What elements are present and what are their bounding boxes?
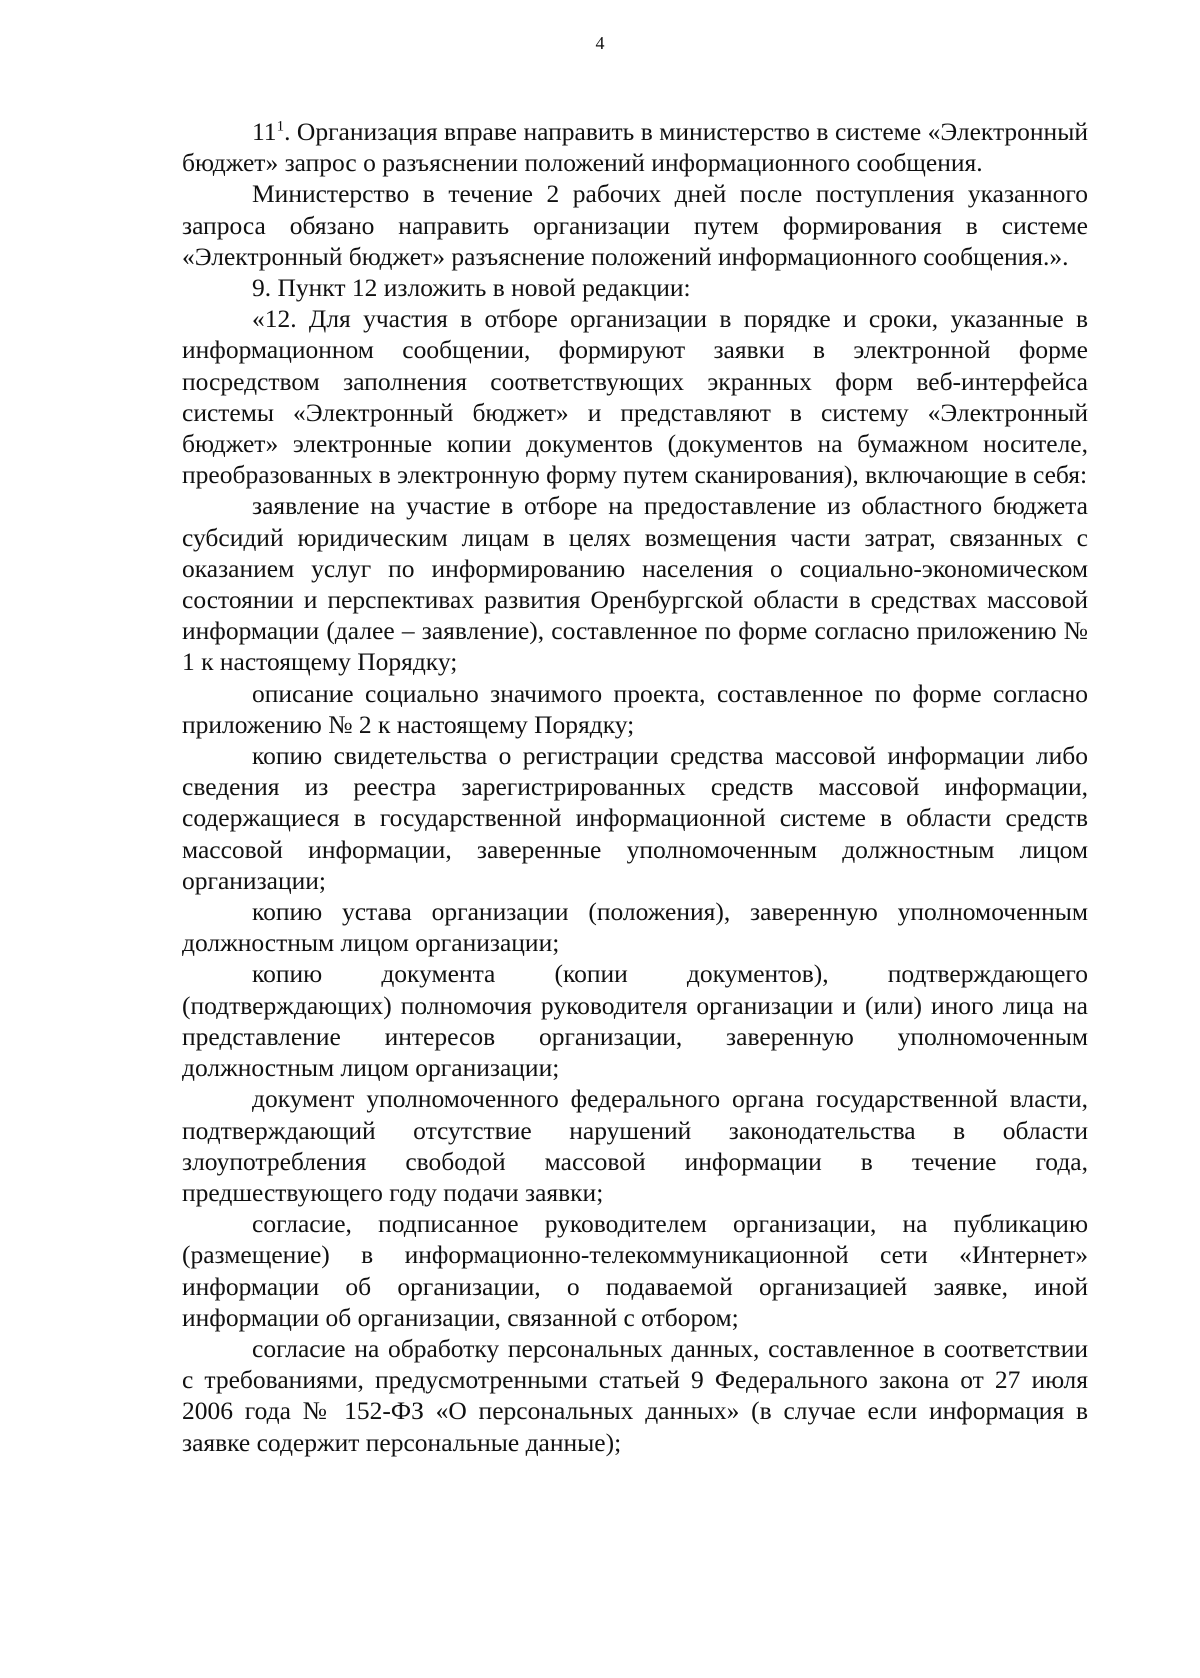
clause-number-superscript: 1 bbox=[276, 118, 285, 135]
clause-11-1-paragraph bbox=[182, 116, 1088, 178]
list-item-publication-consent: согласие, подписанное руководителем организации, на публикацию (размещение) в информационно-телекоммуникационной сети «Интернет» информации об организации, о подаваемой организацией заявке, иной информации об организации, связанной с отбором; bbox=[182, 1209, 1088, 1332]
paragraph-clause-12: «12. Для участия в отборе организации в порядке и сроки, указанные в информационном сообщении, формируют заявки в электронной форме посредством заполнения соответствующих экранных форм веб-интерфейса системы «Электронный бюджет» и представляют в систему «Электронный бюджет» электронные копии документов (документов на бумажном носителе, преобразованных в электронную форму путем сканирования), включающие в себя: bbox=[182, 304, 1088, 490]
clause-number: 11 bbox=[252, 117, 277, 146]
paragraph-ministry-clarification: Министерство в течение 2 рабочих дней после поступления указанного запроса обязано направить организации путем формирования в системе «Электронный бюджет» разъяснение положений информационного сообщения.». bbox=[182, 179, 1088, 271]
page-number: 4 bbox=[595, 33, 605, 53]
list-item-authority-documents: копию документа (копии документов), подтверждающего (подтверждающих) полномочия руководителя организации и (или) иного лица на представление интересов организации, заверенную уполномоченным должностным лицом организации; bbox=[182, 959, 1088, 1083]
list-item-application: заявление на участие в отборе на предоставление из областного бюджета субсидий юридическим лицам в целях возмещения части затрат, связанных с оказанием услуг по информированию населения о социально-экономическом состоянии и перспективах развития Оренбургской области в средствах массовой информации (далее – заявление), составленное по форме согласно приложению № 1 к настоящему Порядку; bbox=[182, 491, 1088, 677]
paragraph-item-9-heading: 9. Пункт 12 изложить в новой редакции: bbox=[252, 273, 691, 303]
document-body bbox=[182, 116, 1088, 1458]
list-item-project-description: описание социально значимого проекта, составленное по форме согласно приложению № 2 к настоящему Порядку; bbox=[182, 678, 1088, 739]
list-item-no-violations-document: документ уполномоченного федерального органа государственной власти, подтверждающий отсутствие нарушений законодательства в области злоупотребления свободой массовой информации в течение года, предшествующего году подачи заявки; bbox=[182, 1084, 1088, 1207]
clause-text: . Организация вправе направить в министерство в системе «Электронный бюджет» запрос о разъяснении положений информационного сообщения. bbox=[182, 117, 1088, 178]
list-item-charter-copy: копию устава организации (положения), заверенную уполномоченным должностным лицом организации; bbox=[182, 897, 1088, 958]
list-item-registration-certificate: копию свидетельства о регистрации средства массовой информации либо сведения из реестра зарегистрированных средств массовой информации, содержащиеся в государственной информационной системе в области средств массовой информации, заверенные уполномоченным должностным лицом организации; bbox=[182, 741, 1088, 895]
list-item-personal-data-consent: согласие на обработку персональных данных, составленное в соответствии с требованиями, предусмотренными статьей 9 Федерального закона от 27 июля 2006 года № 152-ФЗ «О персональных данных» (в случае если информация в заявке содержит персональные данные); bbox=[182, 1333, 1088, 1457]
